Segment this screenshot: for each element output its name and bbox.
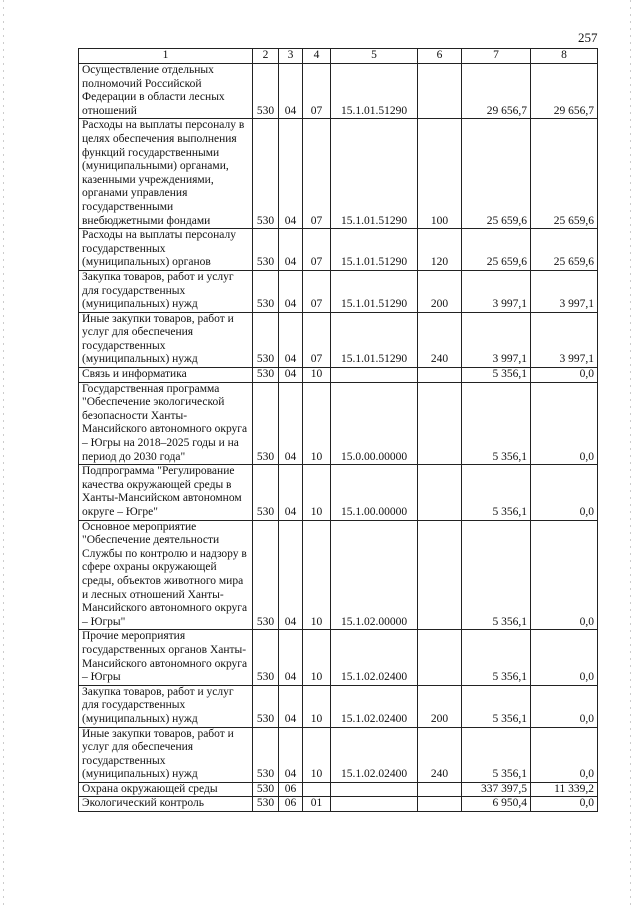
- amount-second: 0,0: [531, 630, 598, 685]
- section-code: 04: [279, 229, 303, 271]
- section-code: 04: [279, 630, 303, 685]
- row-description: Основное мероприятие "Обеспечение деятельности Службы по контролю и надзору в сфере охраны окружающей среды, объектов животного мира и лесных отношений Ханты-Мансийского автономного округа – Югры": [79, 520, 253, 630]
- table-row: [79, 520, 598, 630]
- row-description: Закупка товаров, работ и услуг для государственных (муниципальных) нужд: [79, 270, 253, 312]
- scan-edge-left: [3, 0, 4, 905]
- amount-first: 5 356,1: [462, 368, 531, 383]
- budget-table: [78, 48, 598, 812]
- target-article-code: 15.1.02.02400: [331, 727, 418, 782]
- table-row: [79, 312, 598, 367]
- amount-first: 5 356,1: [462, 465, 531, 520]
- row-description: Иные закупки товаров, работ и услуг для обеспечения государственных (муниципальных) нужд: [79, 727, 253, 782]
- amount-second: 0,0: [531, 382, 598, 465]
- section-code: 04: [279, 270, 303, 312]
- expense-type-code: [418, 368, 462, 383]
- table-row: [79, 782, 598, 797]
- ministry-code: 530: [253, 630, 279, 685]
- table-row: [79, 630, 598, 685]
- amount-first: 29 656,7: [462, 64, 531, 119]
- amount-second: 0,0: [531, 797, 598, 812]
- table-row: [79, 368, 598, 383]
- section-code: 04: [279, 520, 303, 630]
- expense-type-code: 200: [418, 270, 462, 312]
- amount-first: 25 659,6: [462, 119, 531, 229]
- amount-first: 25 659,6: [462, 229, 531, 271]
- target-article-code: [331, 797, 418, 812]
- column-header: 8: [531, 49, 598, 64]
- amount-first: 5 356,1: [462, 685, 531, 727]
- column-header: 2: [253, 49, 279, 64]
- subsection-code: 07: [303, 119, 331, 229]
- ministry-code: 530: [253, 119, 279, 229]
- table-row: [79, 727, 598, 782]
- amount-second: 3 997,1: [531, 312, 598, 367]
- amount-second: 0,0: [531, 465, 598, 520]
- expense-type-code: [418, 520, 462, 630]
- subsection-code: 07: [303, 229, 331, 271]
- ministry-code: 530: [253, 64, 279, 119]
- expense-type-code: [418, 382, 462, 465]
- amount-first: 5 356,1: [462, 630, 531, 685]
- amount-first: 6 950,4: [462, 797, 531, 812]
- section-code: 04: [279, 465, 303, 520]
- table-row: [79, 382, 598, 465]
- ministry-code: 530: [253, 727, 279, 782]
- expense-type-code: 240: [418, 312, 462, 367]
- target-article-code: [331, 782, 418, 797]
- row-description: Подпрограмма "Регулирование качества окружающей среды в Ханты-Мансийском автономном округе – Югре": [79, 465, 253, 520]
- ministry-code: 530: [253, 312, 279, 367]
- column-header: 1: [79, 49, 253, 64]
- section-code: 06: [279, 782, 303, 797]
- row-description: Экологический контроль: [79, 797, 253, 812]
- amount-first: 3 997,1: [462, 270, 531, 312]
- amount-second: 25 659,6: [531, 119, 598, 229]
- amount-first: 337 397,5: [462, 782, 531, 797]
- section-code: 04: [279, 727, 303, 782]
- amount-second: 11 339,2: [531, 782, 598, 797]
- amount-first: 3 997,1: [462, 312, 531, 367]
- column-header: 6: [418, 49, 462, 64]
- target-article-code: 15.1.01.51290: [331, 270, 418, 312]
- table-row: [79, 270, 598, 312]
- header-row: [79, 49, 598, 64]
- target-article-code: 15.1.01.51290: [331, 119, 418, 229]
- subsection-code: 10: [303, 465, 331, 520]
- amount-first: 5 356,1: [462, 382, 531, 465]
- subsection-code: 10: [303, 727, 331, 782]
- subsection-code: 10: [303, 630, 331, 685]
- subsection-code: 10: [303, 368, 331, 383]
- section-code: 04: [279, 64, 303, 119]
- row-description: Расходы на выплаты персоналу в целях обеспечения выполнения функций государственными (муниципальными) органами, казенными учреждениями, органами управления государственными внебюджетными фондами: [79, 119, 253, 229]
- subsection-code: 07: [303, 270, 331, 312]
- table-row: [79, 119, 598, 229]
- table-row: [79, 465, 598, 520]
- amount-second: 25 659,6: [531, 229, 598, 271]
- expense-type-code: [418, 465, 462, 520]
- expense-type-code: [418, 630, 462, 685]
- target-article-code: 15.1.01.51290: [331, 312, 418, 367]
- expense-type-code: 200: [418, 685, 462, 727]
- subsection-code: 07: [303, 312, 331, 367]
- section-code: 04: [279, 368, 303, 383]
- ministry-code: 530: [253, 368, 279, 383]
- ministry-code: 530: [253, 229, 279, 271]
- ministry-code: 530: [253, 465, 279, 520]
- target-article-code: 15.1.02.02400: [331, 630, 418, 685]
- column-header: 3: [279, 49, 303, 64]
- ministry-code: 530: [253, 520, 279, 630]
- amount-second: 0,0: [531, 727, 598, 782]
- table-body: [79, 49, 598, 812]
- amount-second: 29 656,7: [531, 64, 598, 119]
- column-header: 5: [331, 49, 418, 64]
- section-code: 04: [279, 382, 303, 465]
- target-article-code: [331, 368, 418, 383]
- expense-type-code: 120: [418, 229, 462, 271]
- row-description: Осуществление отдельных полномочий Российской Федерации в области лесных отношений: [79, 64, 253, 119]
- target-article-code: 15.0.00.00000: [331, 382, 418, 465]
- subsection-code: 07: [303, 64, 331, 119]
- expense-type-code: [418, 797, 462, 812]
- row-description: Иные закупки товаров, работ и услуг для обеспечения государственных (муниципальных) нужд: [79, 312, 253, 367]
- row-description: Государственная программа "Обеспечение экологической безопасности Ханты-Мансийского автономного округа – Югры на 2018–2025 годы и на период до 2030 года": [79, 382, 253, 465]
- amount-first: 5 356,1: [462, 727, 531, 782]
- column-header: 7: [462, 49, 531, 64]
- section-code: 04: [279, 685, 303, 727]
- subsection-code: 01: [303, 797, 331, 812]
- ministry-code: 530: [253, 270, 279, 312]
- subsection-code: 10: [303, 685, 331, 727]
- expense-type-code: [418, 782, 462, 797]
- amount-first: 5 356,1: [462, 520, 531, 630]
- target-article-code: 15.1.01.51290: [331, 64, 418, 119]
- ministry-code: 530: [253, 382, 279, 465]
- ministry-code: 530: [253, 782, 279, 797]
- target-article-code: 15.1.02.02400: [331, 685, 418, 727]
- row-description: Связь и информатика: [79, 368, 253, 383]
- amount-second: 3 997,1: [531, 270, 598, 312]
- target-article-code: 15.1.00.00000: [331, 465, 418, 520]
- expense-type-code: 240: [418, 727, 462, 782]
- amount-second: 0,0: [531, 368, 598, 383]
- row-description: Охрана окружающей среды: [79, 782, 253, 797]
- subsection-code: 10: [303, 382, 331, 465]
- target-article-code: 15.1.01.51290: [331, 229, 418, 271]
- row-description: Прочие мероприятия государственных органов Ханты-Мансийского автономного округа – Югры: [79, 630, 253, 685]
- row-description: Расходы на выплаты персоналу государственных (муниципальных) органов: [79, 229, 253, 271]
- column-header: 4: [303, 49, 331, 64]
- section-code: 04: [279, 119, 303, 229]
- row-description: Закупка товаров, работ и услуг для государственных (муниципальных) нужд: [79, 685, 253, 727]
- table-row: [79, 229, 598, 271]
- table-row: [79, 64, 598, 119]
- ministry-code: 530: [253, 685, 279, 727]
- amount-second: 0,0: [531, 520, 598, 630]
- section-code: 06: [279, 797, 303, 812]
- section-code: 04: [279, 312, 303, 367]
- page-number: 257: [578, 30, 598, 45]
- amount-second: 0,0: [531, 685, 598, 727]
- scan-edge-right: [630, 0, 631, 905]
- subsection-code: [303, 782, 331, 797]
- table-row: [79, 685, 598, 727]
- target-article-code: 15.1.02.00000: [331, 520, 418, 630]
- expense-type-code: [418, 64, 462, 119]
- subsection-code: 10: [303, 520, 331, 630]
- expense-type-code: 100: [418, 119, 462, 229]
- table-row: [79, 797, 598, 812]
- ministry-code: 530: [253, 797, 279, 812]
